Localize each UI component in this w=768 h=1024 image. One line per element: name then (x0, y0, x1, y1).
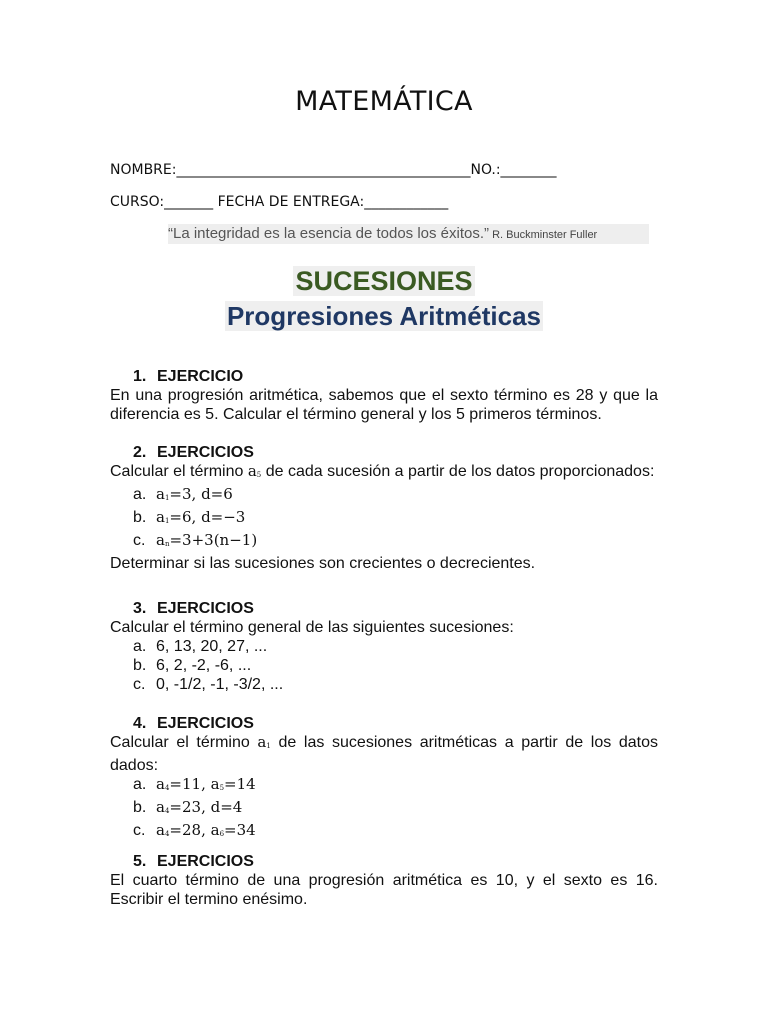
exercise-title: 2. EJERCICIOS (133, 444, 254, 461)
exercise-text: Calcular el término $a_1$ de las sucesiones aritméticas a partir de los datos dados: (110, 733, 658, 774)
curso-line: CURSO:_______ FECHA DE ENTREGA:____________ (110, 194, 449, 210)
section-subheading (0, 301, 768, 332)
list-item: c. $a_4=28$, $a_6=34$ (133, 821, 256, 839)
section-heading-text: SUCESIONES (295, 266, 473, 296)
list-item: c. $a_n=3+3(n-1)$ (133, 531, 258, 549)
quote (168, 224, 649, 244)
exercise-text: Calcular el término $a_5$ de cada sucesión a partir de los datos proporcionados: (110, 462, 655, 480)
list-item: a. 6, 13, 20, 27, ... (133, 638, 268, 655)
list-item: b. $a_1=6$, d=−3 (133, 508, 246, 526)
exercise-2 (110, 443, 658, 573)
exercise-text: En una progresión aritmética, sabemos que el sexto término es 28 y que la diferencia es 5. Calcular el término general y los 5 primeros términos. (110, 387, 658, 423)
exercise-title: 5. EJERCICIOS (133, 853, 254, 870)
exercise-text: El cuarto término de una progresión aritmética es 10, y el sexto es 16. Escribir el termino enésimo. (110, 872, 658, 908)
section-subheading-text: Progresiones Aritméticas (226, 301, 542, 331)
nombre-line: NOMBRE:__________________________________________NO.:________ (110, 162, 557, 178)
exercise-text: Calcular el término general de las siguientes sucesiones: (110, 619, 514, 636)
exercise-footer: Determinar si las sucesiones son crecientes o decrecientes. (110, 555, 536, 572)
exercise-4 (110, 714, 658, 844)
list-item: a. $a_1=3$, d=6 (133, 485, 233, 503)
item-list (110, 637, 658, 694)
list-item: c. 0, -1/2, -1, -3/2, ... (133, 676, 284, 693)
exercise-5 (110, 852, 658, 909)
exercise-3 (110, 599, 658, 694)
page-title: MATEMÁTICA (295, 86, 473, 117)
math-term: $a_5$ (247, 462, 262, 480)
math-term: $a_1$ (257, 733, 271, 751)
exercise-title: 1. EJERCICIO (133, 368, 244, 385)
exercise-title: 3. EJERCICIOS (133, 600, 254, 617)
item-list (110, 775, 658, 844)
list-item: b. 6, 2, -2, -6, ... (133, 657, 252, 674)
quote-text: “La integridad es la esencia de todos los éxitos.” (168, 225, 490, 242)
exercise-1 (110, 367, 658, 424)
quote-author: R. Buckminster Fuller (489, 229, 598, 241)
section-heading (0, 266, 768, 297)
list-item: b. $a_4=23$, d=4 (133, 798, 243, 816)
item-list (110, 485, 658, 554)
exercise-title: 4. EJERCICIOS (133, 715, 254, 732)
list-item: a. $a_4=11$, $a_5=14$ (133, 775, 256, 793)
